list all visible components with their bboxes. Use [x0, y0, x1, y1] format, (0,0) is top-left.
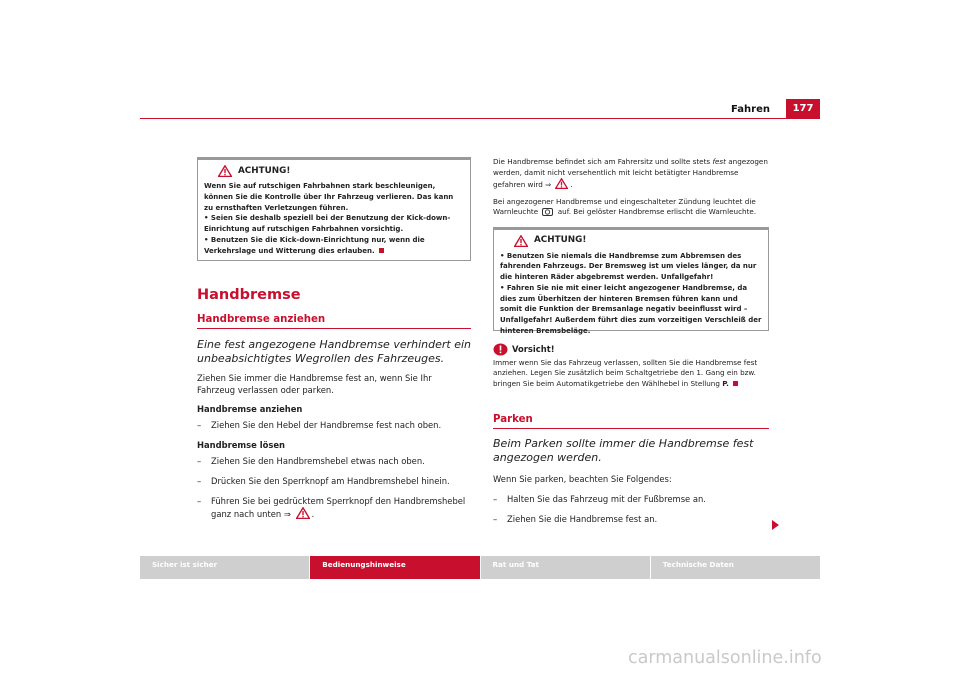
left-column: [197, 157, 471, 520]
warning-bullet: • Seien Sie deshalb speziell bei der Benutzung der Kick-down-Einrichtung auf rutschigen Fahrbahnen vorsichtig.: [204, 214, 451, 234]
release-step: – Führen Sie bei gedrücktem Sperrknopf den Handbremshebel ganz nach unten ⇒ .: [197, 496, 466, 519]
caution-block: [493, 343, 769, 390]
warning-triangle-icon: [514, 235, 528, 247]
parken-step: – Halten Sie das Fahrzeug mit der Fußbremse an.: [493, 493, 706, 504]
footer-nav: [140, 556, 820, 579]
warning-triangle-icon: [218, 165, 232, 177]
parken-rule: [493, 428, 769, 429]
parken-title: Parken: [493, 414, 533, 425]
warning-triangle-icon[interactable]: [296, 507, 310, 519]
parken-step: – Ziehen Sie die Handbremse fest an.: [493, 513, 658, 524]
warning-triangle-icon[interactable]: [555, 178, 568, 189]
right-column: [493, 157, 769, 525]
release-step: – Drücken Sie den Sperrknopf am Handbremshebel hinein.: [197, 476, 450, 486]
subsection-rule: [197, 328, 471, 329]
footer-tab-bedienungshinweise[interactable]: Bedienungshinweise: [310, 556, 479, 579]
page-number: 177: [786, 99, 820, 119]
section-end-square-icon: [733, 381, 738, 386]
footer-tab-rat-und-tat[interactable]: Rat und Tat: [481, 556, 650, 579]
header-title: Fahren: [731, 104, 770, 115]
apply-step: – Ziehen Sie den Hebel der Handbremse fest nach oben.: [197, 420, 442, 430]
warning-bullet: • Benutzen Sie niemals die Handbremse zum Abbremsen des fahrenden Fahrzeugs. Der Bremsweg ist um vieles länger, da nur die hinteren Räder abgebremst werden. Unfallgefahr!: [500, 251, 757, 282]
parken-intro: Wenn Sie parken, beachten Sie Folgendes:: [493, 473, 672, 484]
warning-title: ACHTUNG!: [218, 163, 464, 179]
next-page-arrow-icon[interactable]: [772, 520, 779, 530]
watermark: carmanualsonline.info: [628, 648, 822, 668]
apply-heading: Handbremse anziehen: [197, 404, 303, 414]
warning-box-handbrake: [493, 227, 769, 336]
subsection-title: Handbremse anziehen: [197, 314, 326, 325]
footer-tab-sicher-ist-sicher[interactable]: Sicher ist sicher: [140, 556, 309, 579]
warning-light-paragraph: Bei angezogener Handbremse und eingeschalteter Zündung leuchtet die Warnleuchte auf. Bei gelöster Handbremse erlischt die Warnleuchte.: [493, 196, 757, 216]
caution-text: Immer wenn Sie das Fahrzeug verlassen, sollten Sie die Handbremse fest anziehen. Legen Sie zusätzlich beim Schaltgetriebe den 1. Gang ein bzw. bringen Sie beim Automatikgetriebe den Wählhebel in Stellung P.: [493, 357, 758, 388]
section-title: Handbremse: [197, 287, 301, 303]
parken-lead: Beim Parken sollte immer die Handbremse fest angezogen werden.: [493, 436, 754, 464]
section-end-square-icon: [379, 248, 384, 253]
warning-bullet: • Benutzen Sie die Kick-down-Einrichtung nur, wenn die Verkehrslage und Witterung dies erlauben.: [204, 235, 425, 255]
lead-text: Eine fest angezogene Handbremse verhindert ein unbeabsichtigtes Wegrollen des Fahrzeuges.: [197, 338, 472, 365]
warning-bullet: • Fahren Sie nie mit einer leicht angezogener Handbremse, da dies zum Überhitzen der hinteren Bremsen führen kann und somit die Funktion der Bremsanlage negativ beeinflusst wird – Unfallgefahr! Außerdem führt dies zum vorzeitigen Verschleiß der hinteren Bremsbeläge.: [500, 283, 762, 336]
release-step: – Ziehen Sie den Handbremshebel etwas nach oben.: [197, 456, 425, 466]
handbrake-location-paragraph: Die Handbremse befindet sich am Fahrersitz und sollte stets fest angezogen werden, damit nicht versehentlich mit leicht betätigter Handbremse gefahren wird ⇒ .: [493, 157, 768, 189]
intro-paragraph: Ziehen Sie immer die Handbremse fest an, wenn Sie Ihr Fahrzeug verlassen oder parken.: [197, 373, 432, 395]
caution-exclamation-icon: [493, 343, 508, 356]
warning-intro: Wenn Sie auf rutschigen Fahrbahnen stark beschleunigen, können Sie die Kontrolle über Ihr Fahrzeug verlieren. Das kann zu ernsthaften Verletzungen führen.: [204, 182, 454, 212]
footer-tab-technische-daten[interactable]: Technische Daten: [651, 556, 820, 579]
handbrake-warning-light-icon: [542, 208, 553, 216]
warning-box-kickdown: [197, 157, 471, 261]
release-heading: Handbremse lösen: [197, 440, 285, 450]
header-rule: [140, 118, 820, 119]
caution-title: Vorsicht!: [493, 343, 769, 357]
warning-title: ACHTUNG!: [514, 233, 762, 249]
